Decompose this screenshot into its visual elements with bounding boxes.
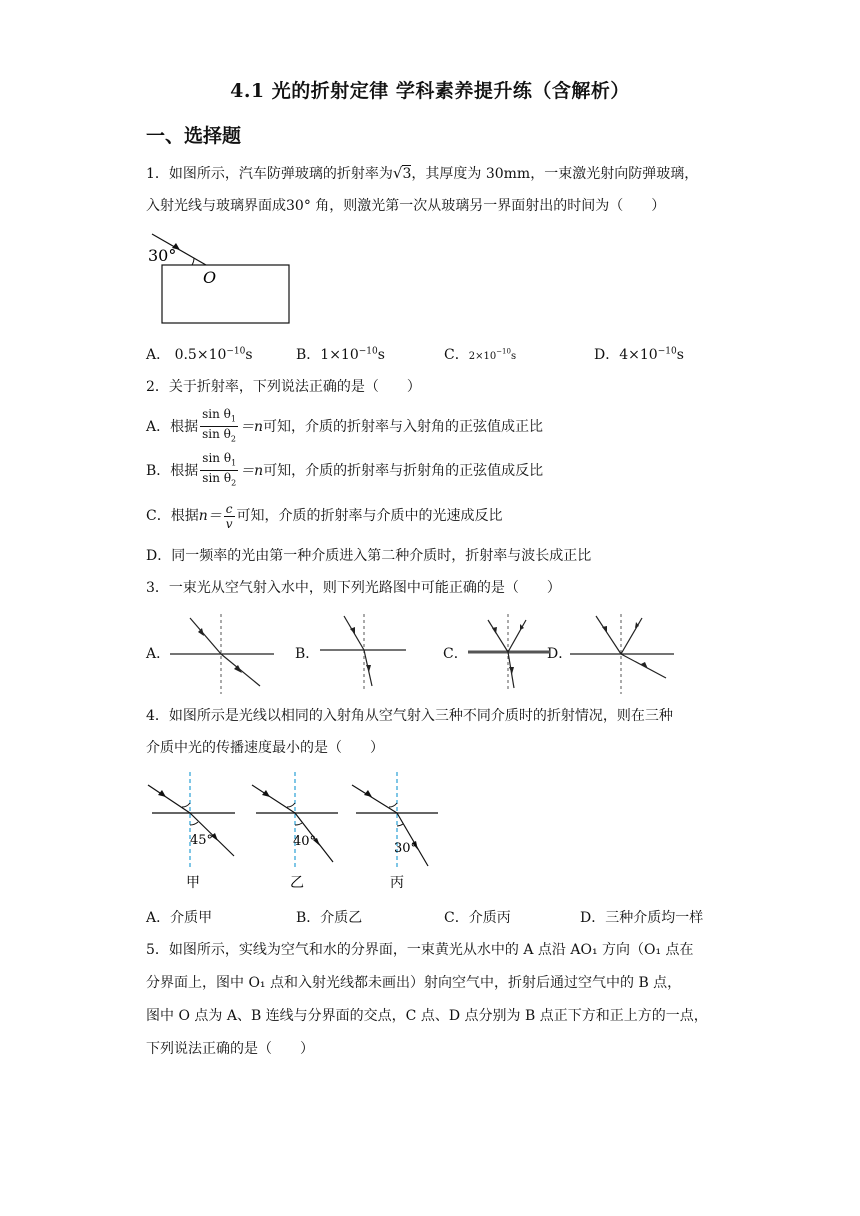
incident-ray — [488, 620, 508, 652]
angle-arc — [389, 803, 397, 807]
reflected-ray — [508, 620, 526, 652]
angle-arc — [182, 803, 190, 807]
q4-line2: 介质中光的传播速度最小的是（ ） — [146, 740, 384, 756]
option-label: B． — [296, 347, 321, 363]
q1-option-a[interactable] — [146, 344, 253, 364]
option-value: 2×10 — [468, 351, 497, 362]
option-text: A．根据 — [146, 418, 199, 435]
q3-option-a-label[interactable]: A． — [146, 646, 171, 662]
q2-option-a[interactable] — [146, 407, 543, 447]
arrow-icon — [364, 790, 372, 797]
incident-ray — [596, 616, 621, 654]
angle-label-30: 30° — [394, 841, 418, 856]
fraction-denominator: v — [225, 516, 233, 531]
page-title: 4.1 光的折射定律 学科素养提升练（含解析） — [230, 80, 630, 102]
option-label: A． — [146, 347, 171, 363]
angle-arc — [192, 258, 194, 265]
option-unit: s — [676, 347, 684, 363]
fraction-numerator: c — [224, 502, 235, 517]
fraction-numerator: sin θ — [202, 407, 231, 421]
option-text: B．根据 — [146, 462, 199, 479]
sine-ratio-fraction — [200, 407, 238, 447]
fraction-denominator: sin θ — [202, 427, 231, 442]
q2-option-b[interactable] — [146, 451, 543, 491]
q1-text-b: ，其厚度为 30mm，一束激光射向防弹玻璃， — [411, 166, 699, 182]
q2-option-d[interactable]: D．同一频率的光由第一种介质进入第二种介质时，折射率与波长成正比 — [146, 548, 592, 564]
option-text: 可知，介质的折射率与入射角的正弦值成正比 — [263, 418, 544, 435]
option-unit: s — [377, 347, 385, 363]
q1-point-label: O — [203, 268, 217, 287]
q1-option-d[interactable] — [594, 344, 684, 364]
refracted-ray — [397, 813, 428, 866]
sqrt-symbol: √ — [392, 164, 403, 182]
option-label: C． — [444, 347, 469, 363]
q3-stem: 3．一束光从空气射入水中，则下列光路图中可能正确的是（ ） — [146, 580, 561, 596]
medium-yi-diagram — [252, 772, 338, 891]
speed-fraction — [224, 502, 235, 531]
option-text: 可知，介质的折射率与折射角的正弦值成反比 — [263, 462, 544, 479]
equation-n: ＝n — [240, 462, 264, 479]
q1-text-a: 1．如图所示，汽车防弹玻璃的折射率为 — [146, 166, 393, 182]
q1-line2: 入射光线与玻璃界面成30° 角，则激光第一次从玻璃另一界面射出的时间为（ ） — [146, 198, 666, 214]
option-text: 可知，介质的折射率与介质中的光速成反比 — [236, 508, 503, 524]
arrow-icon — [158, 790, 166, 797]
option-unit: s — [245, 347, 253, 363]
option-exp: −10 — [226, 346, 246, 357]
q4-option-a[interactable]: A．介质甲 — [146, 910, 213, 926]
q4-line1: 4．如图所示是光线以相同的入射角从空气射入三种不同介质时的折射情况，则在三种 — [146, 708, 673, 724]
medium-name-jia: 甲 — [186, 875, 200, 891]
equation-n: n＝ — [198, 508, 222, 524]
fraction-numerator: sin θ — [202, 451, 232, 465]
q1-angle-label: 30° — [148, 246, 177, 265]
option-exp: −10 — [657, 346, 677, 357]
incident-ray — [148, 785, 190, 813]
angle-arc — [295, 823, 302, 825]
q5-line3: 图中 O 点为 A、B 连线与分界面的交点，C 点、D 点分别为 B 点正下方和正上方的一点， — [146, 1008, 708, 1024]
q3-option-d-label[interactable]: D． — [547, 646, 573, 662]
subscript: 1 — [230, 414, 236, 424]
option-unit: s — [510, 351, 517, 362]
medium-bing-diagram — [352, 772, 438, 891]
q4-option-c[interactable]: C．介质丙 — [444, 910, 511, 926]
q3-option-b-label[interactable]: B． — [295, 646, 320, 662]
arrow-icon — [262, 790, 270, 797]
equation-n: ＝n — [239, 418, 264, 435]
fraction-denominator: sin θ — [202, 471, 232, 486]
reflected-ray — [621, 618, 642, 654]
incident-ray — [252, 785, 295, 813]
option-text: C．根据 — [146, 508, 199, 524]
q4-figure — [140, 770, 450, 894]
angle-arc — [287, 803, 295, 807]
angle-label-45: 45° — [190, 833, 214, 848]
q1-line1 — [146, 163, 698, 184]
q1-sqrt3: 3 — [402, 166, 412, 182]
section-heading: 一、选择题 — [146, 125, 242, 147]
q4-option-b[interactable]: B．介质乙 — [296, 910, 363, 926]
q3-figure-c — [466, 612, 556, 694]
medium-jia-diagram — [148, 772, 235, 891]
q1-option-c[interactable] — [444, 344, 516, 364]
incident-ray — [352, 785, 397, 813]
q4-option-d[interactable]: D．三种介质均一样 — [580, 910, 704, 926]
angle-arc — [397, 824, 403, 826]
option-label: D． — [594, 347, 620, 363]
option-exp: −10 — [496, 347, 511, 356]
option-exp: −10 — [358, 346, 378, 357]
q1-figure — [140, 228, 300, 328]
q5-line1: 5．如图所示，实线为空气和水的分界面，一束黄光从水中的 A 点沿 AO₁ 方向（O₁ 点在 — [146, 942, 694, 958]
glass-block — [162, 265, 289, 323]
q5-line2: 分界面上，图中 O₁ 点和入射光线都未画出）射向空气中，折射后通过空气中的 B 点， — [146, 975, 682, 991]
option-value: 0.5×10 — [174, 347, 227, 363]
q2-option-c[interactable] — [146, 497, 503, 535]
medium-name-yi: 乙 — [290, 875, 304, 891]
q5-line4: 下列说法正确的是（ ） — [146, 1041, 314, 1057]
q3-figure-a — [168, 612, 278, 694]
q1-option-b[interactable] — [296, 344, 385, 364]
subscript: 1 — [231, 458, 237, 468]
q3-option-c-label[interactable]: C． — [443, 646, 468, 662]
option-value: 4×10 — [619, 347, 658, 363]
medium-name-bing: 丙 — [390, 875, 404, 891]
angle-arc — [190, 822, 198, 825]
arrow-icon — [602, 626, 607, 633]
subscript: 2 — [230, 434, 236, 444]
incident-ray — [190, 618, 221, 654]
refracted-ray — [621, 654, 666, 678]
sine-ratio-fraction — [200, 451, 238, 491]
q3-figure-d — [568, 612, 678, 694]
angle-label-40: 40° — [293, 834, 317, 849]
q3-figure-b — [318, 612, 410, 694]
subscript: 2 — [231, 478, 237, 488]
option-value: 1×10 — [320, 347, 359, 363]
q2-stem: 2．关于折射率，下列说法正确的是（ ） — [146, 379, 421, 395]
